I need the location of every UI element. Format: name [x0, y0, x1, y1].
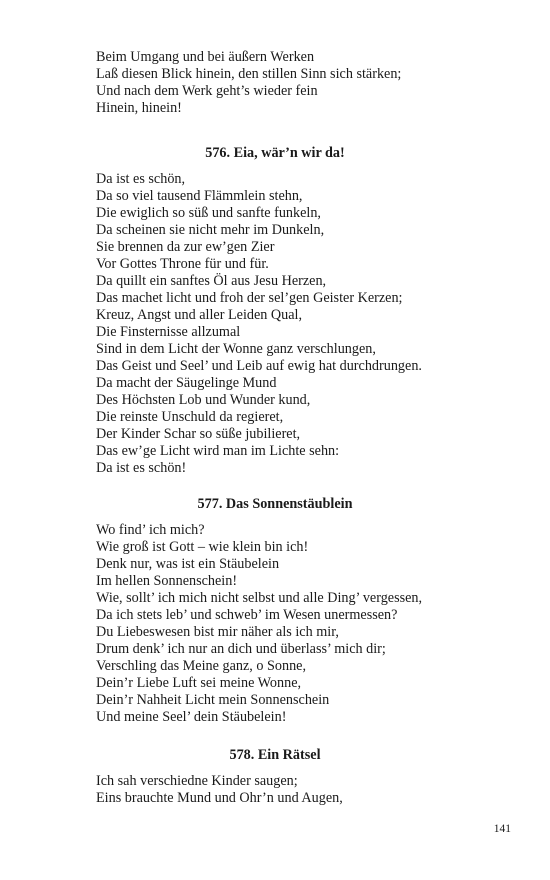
verse-line: Da ist es schön! [96, 460, 187, 476]
verse-line: Hinein, hinein! [96, 100, 182, 116]
verse-line: Die Finsternisse allzumal [96, 324, 241, 340]
verse-line: Da ist es schön, [96, 171, 186, 187]
verse-line: Sind in dem Licht der Wonne ganz verschlungen, [96, 341, 376, 357]
verse-line: Da ich stets leb’ und schweb’ im Wesen unermessen? [96, 607, 398, 623]
poem-title: 577. Das Sonnenstäublein [197, 496, 353, 512]
verse-line: Das Geist und Seel’ und Leib auf ewig hat durchdrungen. [96, 358, 422, 374]
verse-line: Im hellen Sonnenschein! [96, 573, 238, 589]
poem-body [96, 171, 476, 477]
poem-title: 578. Ein Rätsel [229, 747, 321, 763]
verse-line: Wie, sollt’ ich mich nicht selbst und alle Ding’ vergessen, [96, 590, 423, 606]
verse-line: Die ewiglich so süß und sanfte funkeln, [96, 205, 321, 221]
verse-line: Da scheinen sie nicht mehr im Dunkeln, [96, 222, 325, 238]
verse-line: Da so viel tausend Flämmlein stehn, [96, 188, 303, 204]
verse-line: Beim Umgang und bei äußern Werken [96, 49, 315, 65]
verse-line: Denk nur, was ist ein Stäubelein [96, 556, 280, 572]
verse-line: Und meine Seel’ dein Stäubelein! [96, 709, 287, 725]
poem-body [96, 522, 476, 726]
verse-line: Ich sah verschiedne Kinder saugen; [96, 773, 298, 789]
verse-line: Dein’r Nahheit Licht mein Sonnenschein [96, 692, 330, 708]
poem-title: 576. Eia, wär’n wir da! [205, 145, 345, 161]
verse-line: Du Liebeswesen bist mir näher als ich mir, [96, 624, 339, 640]
verse-line: Der Kinder Schar so süße jubilieret, [96, 426, 301, 442]
verse-line: Vor Gottes Throne für und für. [96, 256, 269, 272]
verse-line: Da quillt ein sanftes Öl aus Jesu Herzen, [96, 273, 327, 289]
verse-line: Laß diesen Blick hinein, den stillen Sinn sich stärken; [96, 66, 402, 82]
verse-line: Des Höchsten Lob und Wunder kund, [96, 392, 311, 408]
intro-stanza [96, 49, 476, 117]
verse-line: Verschling das Meine ganz, o Sonne, [96, 658, 307, 674]
verse-line: Und nach dem Werk geht’s wieder fein [96, 83, 318, 99]
poem-body [96, 773, 476, 807]
verse-line: Das machet licht und froh der sel’gen Geister Kerzen; [96, 290, 403, 306]
verse-line: Sie brennen da zur ew’gen Zier [96, 239, 275, 255]
verse-line: Dein’r Liebe Luft sei meine Wonne, [96, 675, 302, 691]
verse-line: Eins brauchte Mund und Ohr’n und Augen, [96, 790, 343, 806]
verse-line: Das ew’ge Licht wird man im Lichte sehn: [96, 443, 340, 459]
verse-line: Kreuz, Angst und aller Leiden Qual, [96, 307, 303, 323]
verse-line: Da macht der Säugelinge Mund [96, 375, 277, 391]
page-number: 141 [493, 823, 511, 835]
verse-line: Die reinste Unschuld da regieret, [96, 409, 284, 425]
verse-line: Wo find’ ich mich? [96, 522, 205, 538]
verse-line: Wie groß ist Gott – wie klein bin ich! [96, 539, 309, 555]
verse-line: Drum denk’ ich nur an dich und überlass’ mich dir; [96, 641, 386, 657]
